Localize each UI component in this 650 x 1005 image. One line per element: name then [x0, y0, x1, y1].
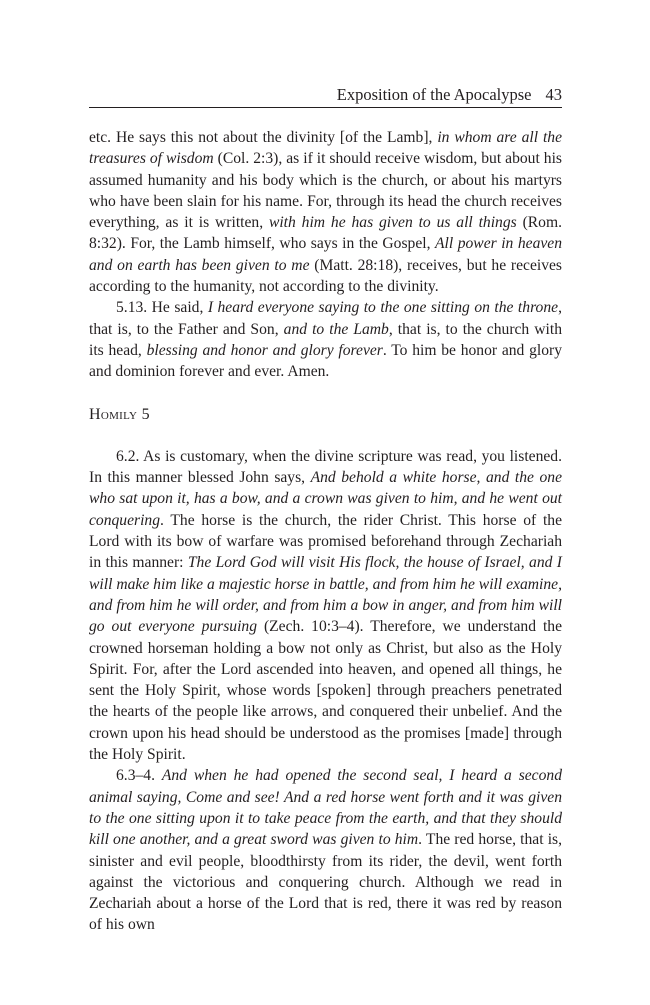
page-number: 43 — [545, 85, 562, 104]
text-run: (Col. 2:3), as if it should receive wisdom, but about his assumed humanity and his body which is the church, or about his martyrs who have been slain for his name. For, through its head the church receives everything, as it is written, — [89, 150, 562, 232]
italic-text: And when he had opened the second seal, I heard a second animal saying, Come and see! And a red horse went forth and it was given to the one sitting upon it to take peace from the earth, and that they should kill one another, and a great sword was given to him — [89, 767, 562, 849]
text-run: . The horse is the church, the rider Christ. This horse of the Lord with its bow of warfare was promised beforehand through Zechariah in this manner: — [89, 511, 562, 572]
text-run: (Rom. 8:32). For, the Lamb himself, who says in the Gospel, — [89, 214, 563, 253]
italic-text: The Lord God will visit His flock, the house of Israel, and I will make him like a majestic horse in battle, and from him he will examine, and from him he will order, and from him a bow in anger, and from him will go out everyone pursuing — [89, 554, 562, 636]
page-body — [89, 127, 562, 936]
text-run: . To him be honor and glory and dominion forever and ever. Amen. — [89, 341, 563, 381]
text-run: , that is, to the church with its head, — [89, 320, 562, 359]
italic-text: I heard everyone saying to the one sitting on the throne — [207, 299, 559, 317]
italic-text: blessing and honor and glory forever — [146, 341, 383, 359]
italic-text: in whom are all the treasures of wisdom — [89, 129, 562, 168]
text-run: etc. He says this not about the divinity [of the Lamb], — [89, 129, 438, 146]
running-title: Exposition of the Apocalypse — [336, 85, 532, 104]
italic-text: And behold a white horse, and the one who sat upon it, has a bow, and a crown was given to him, and he went out conquering — [89, 469, 562, 529]
paragraph — [89, 446, 562, 765]
paragraph — [89, 127, 562, 297]
running-header — [89, 85, 562, 108]
text-run: (Matt. 28:18), receives, but he receives according to the humanity, not according to the divinity. — [89, 256, 562, 296]
section-heading: Homily 5 — [89, 405, 150, 423]
running-head — [337, 85, 562, 105]
text-run: 6.2. As is customary, when the divine scripture was read, you listened. In this manner blessed John says, — [89, 447, 562, 487]
text-run: (Zech. 10:3–4). Therefore, we understand the crowned horseman holding a bow not only as Christ, but also as the Holy Spirit. For, after the Lord ascended into heaven, and opened all things, he sent the Holy Spirit, whose words [spoken] through preachers penetrated the hearts of the people like arrows, and conquered their unbelief. And the crown upon his head should be understood as the promises [made] through the Holy Spirit. — [89, 618, 562, 764]
text-run: , that is, to the Father and Son, — [89, 299, 562, 338]
text-run: 5.13. He said, — [116, 299, 208, 317]
italic-text: with him he has given to us all things — [268, 214, 517, 232]
paragraph — [89, 765, 562, 935]
italic-text: and to the Lamb — [283, 320, 389, 338]
paragraph — [89, 297, 562, 382]
text-run: . The red horse, that is, sinister and evil people, bloodthirsty from its rider, the devil, went forth against the victorious and conquering church. Although we read in Zechariah about a horse of the Lord that is red, there it was red by reason of his own — [89, 831, 562, 934]
italic-text: All power in heaven and on earth has been given to me — [89, 235, 563, 274]
text-run: 6.3–4. — [116, 767, 162, 785]
